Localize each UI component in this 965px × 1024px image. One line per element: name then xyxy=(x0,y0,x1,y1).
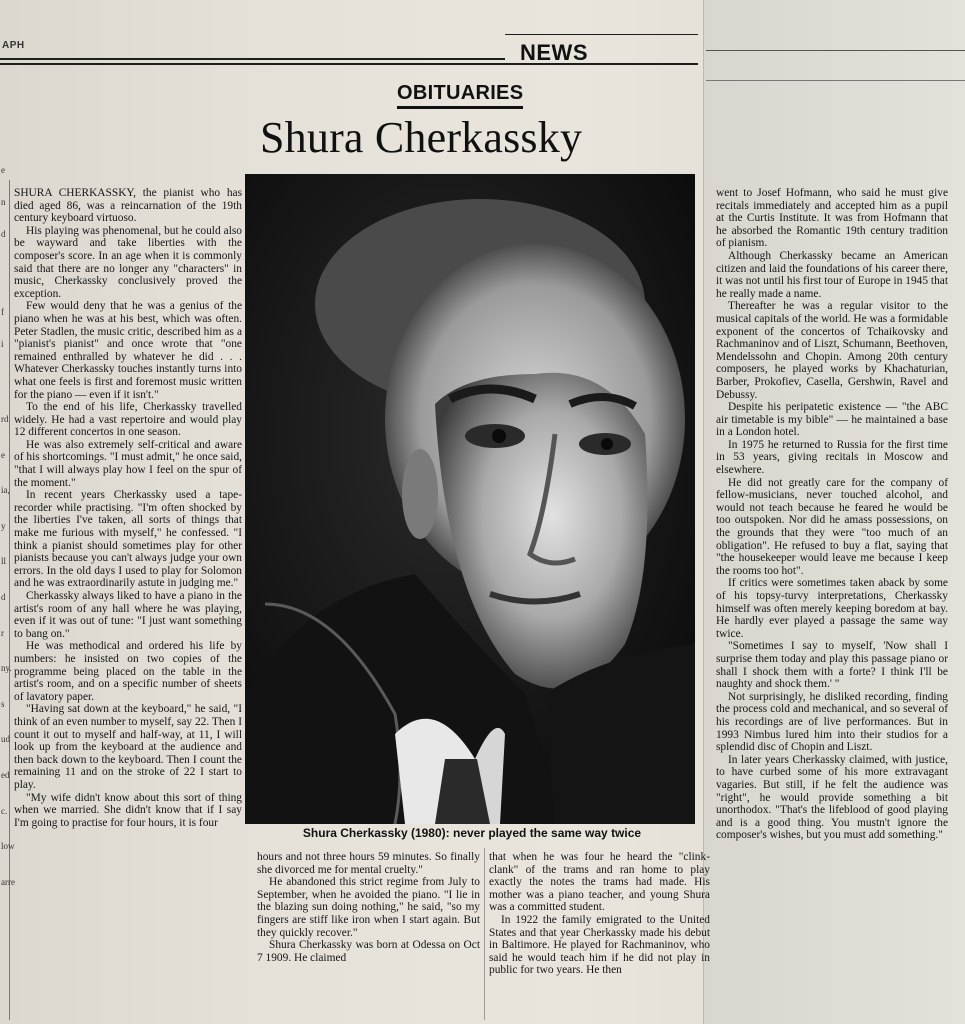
article-paragraph: Shura Cherkassky was born at Odessa on Oct 7 1909. He claimed xyxy=(257,939,480,964)
man-portrait-image xyxy=(245,174,695,824)
margin-fragment: f xyxy=(1,307,4,318)
article-paragraph: His playing was phenomenal, but he could also be wayward and take liberties with the composer's score. In an age when it is commonly said that there are no longer any "characters" in music, Cherkassky conclusively proved the exception. xyxy=(14,224,242,300)
top-rule-news xyxy=(0,63,698,65)
margin-fragment: s xyxy=(1,698,5,709)
article-paragraph: went to Josef Hofmann, who said he must give recitals immediately and accepted him as a pupil at the Curtis Institute. It was from Hofmann that he absorbed the Romantic 19th century tradition of pianism. xyxy=(716,187,948,250)
article-paragraph: In later years Cherkassky claimed, with justice, to have curbed some of his more extravagant vagaries. But still, if he felt the audience was "right", he would provide something a bit unorthodox. "That's the lifeblood of good playing and is a good thing. You mustn't ignore the composer's wishes, but you must add something." xyxy=(716,753,948,842)
margin-fragment: e xyxy=(1,164,5,175)
margin-fragment: y xyxy=(1,520,6,531)
article-column-1 xyxy=(14,187,242,1017)
margin-fragment: d xyxy=(1,228,6,239)
article-paragraph: Thereafter he was a regular visitor to the musical capitals of the world. He was a formidable exponent of the concertos of Tchaikovsky and Rachmaninov and of Liszt, Schumann, Beethoven, Mendelssohn and Chopin. Among 20th century composers, he played works by Khachaturian, Barber, Prokofiev, Casella, Gershwin, Ravel and Debussy. xyxy=(716,300,948,401)
article-paragraph: Few would deny that he was a genius of the piano when he was at his best, which was often. Peter Stadlen, the music critic, described him as a "pianist's pianist" and once wrote that "one remained enthralled by whatever he did . . . Whatever Cherkassky touches instantly turns into what one feels is first and foremost music written for the piano — even if it isn't." xyxy=(14,300,242,401)
margin-fragment: c. xyxy=(1,805,8,816)
margin-fragment: arre xyxy=(1,876,15,887)
article-paragraph: Cherkassky always liked to have a piano in the artist's room of any hall where he was playing, even if it was out of tune: "I just want something to bang on." xyxy=(14,590,242,640)
masthead-fragment: APH xyxy=(2,40,25,51)
margin-fragment: rd xyxy=(1,414,9,424)
article-paragraph: He abandoned this strict regime from July to September, when he avoided the piano. "I lie in the blazing sun doing nothing," he said, "so my fingers are stiff like iron when I start again. But they quickly recover." xyxy=(257,876,480,939)
article-paragraph: Not surprisingly, he disliked recording, finding the process cold and mechanical, and so several of his recordings are of live performances. But in 1993 Nimbus lured him into their studios for a splendid disc of Chopin and Liszt. xyxy=(716,690,948,754)
category-heading: OBITUARIES xyxy=(397,82,523,109)
margin-fragment: r xyxy=(1,627,4,638)
top-rule-news-upper xyxy=(505,34,698,35)
article-column-4 xyxy=(716,187,948,1017)
article-paragraph: In 1975 he returned to Russia for the first time in 53 years, giving recitals in Moscow and elsewhere. xyxy=(716,438,948,477)
article-column-3 xyxy=(489,851,710,1019)
margin-fragment: ia, xyxy=(1,485,10,496)
article-paragraph: He did not greatly care for the company of fellow-musicians, never touched alcohol, and would not teach because he feared he would be too outspoken. Nor did he amass possessions, on the grounds that they were "too much of an obligation". He refused to buy a flat, saying that "the housekeeper would leave me because I keep the rooms too hot". xyxy=(716,476,948,577)
section-label: NEWS xyxy=(520,40,588,65)
article-paragraph: "Having sat down at the keyboard," he said, "I think of an even number to myself, say 22. Then I count it out to myself and half-way, at 11, I will look up from the keyboard at the audience and then back down to the keyboard. Then I count the remaining 11 and on the stroke of 22 I start to play. xyxy=(14,703,242,791)
article-paragraph: Despite his peripatetic existence — "the ABC air timetable is my bible" — he maintained a base in a London hotel. xyxy=(716,401,948,439)
article-paragraph: In recent years Cherkassky used a tape-recorder while practising. "I'm often shocked by the liberties I've taken, all sorts of things that make me furious with myself," he confessed. "I think a pianist should sometimes play for other pianists because you can't always judge your own errors. In the old days I used to play for Solomon and he was extraordinarily astute in judging me." xyxy=(14,489,242,590)
margin-fragment: e xyxy=(1,449,5,460)
margin-fragment: i xyxy=(1,339,4,350)
photo-caption: Shura Cherkassky (1980): never played the same way twice xyxy=(302,826,642,840)
top-rule-left xyxy=(0,58,505,60)
article-paragraph: hours and not three hours 59 minutes. So finally she divorced me for mental cruelty." xyxy=(257,851,480,876)
column-gutter-mid xyxy=(484,848,485,1020)
article-column-2 xyxy=(257,851,480,1019)
article-paragraph: He was methodical and ordered his life by numbers: he insisted on two copies of the programme being placed on the table in the artist's room, and on a specific number of sheets of lavatory paper. xyxy=(14,640,242,703)
article-paragraph: If critics were sometimes taken aback by some of his topsy-turvy interpretations, Cherkassky himself was often merely keeping boredom at bay. He hardly ever played a passage the same way twice. xyxy=(716,577,948,640)
portrait-photo xyxy=(245,174,695,824)
column-gutter-left xyxy=(9,180,10,1020)
margin-fragment: ll xyxy=(1,556,7,567)
headline: Shura Cherkassky xyxy=(260,113,583,162)
margin-fragment: ed xyxy=(1,770,10,780)
margin-fragment: n xyxy=(1,196,6,207)
article-paragraph: "My wife didn't know about this sort of thing when we married. She didn't know that if I say I'm going to practise for four hours, it is four xyxy=(14,791,242,829)
right-page-rule-2 xyxy=(706,80,965,81)
article-paragraph: To the end of his life, Cherkassky travelled widely. He had a vast repertoire and would play 12 different concertos in one season. xyxy=(14,401,242,439)
right-page-rule xyxy=(706,50,965,51)
article-paragraph: "Sometimes I say to myself, 'Now shall I surprise them today and play this passage piano or shall I shock them with a forte? I think I'll be naughty and shock them.' " xyxy=(716,640,948,691)
article-paragraph: In 1922 the family emigrated to the United States and that year Cherkassky made his debut in Baltimore. He played for Rachmaninov, who said he would teach him if he did not play in public for two years. He then xyxy=(489,913,710,977)
margin-fragment: ud xyxy=(1,734,10,745)
article-paragraph: He was also extremely self-critical and aware of his shortcomings. "I must admit," he once said, "that I will always play how I feel on the spur of the moment." xyxy=(14,438,242,489)
article-paragraph: SHURA CHERKASSKY, the pianist who has died aged 86, was a reincarnation of the 19th century keyboard virtuoso. xyxy=(14,187,242,225)
margin-fragment: d xyxy=(1,592,6,602)
article-paragraph: that when he was four he heard the "clink-clank" of the trams and ran home to play exactly the notes the trams had made. His mother was a piano teacher, and young Shura was a committed student. xyxy=(489,851,710,914)
article-paragraph: Although Cherkassky became an American citizen and laid the foundations of his career there, it was not until his first tour of Europe in 1945 that he really made a name. xyxy=(716,249,948,300)
margin-fragment: ny. xyxy=(1,663,12,674)
margin-fragment: low xyxy=(1,841,15,852)
